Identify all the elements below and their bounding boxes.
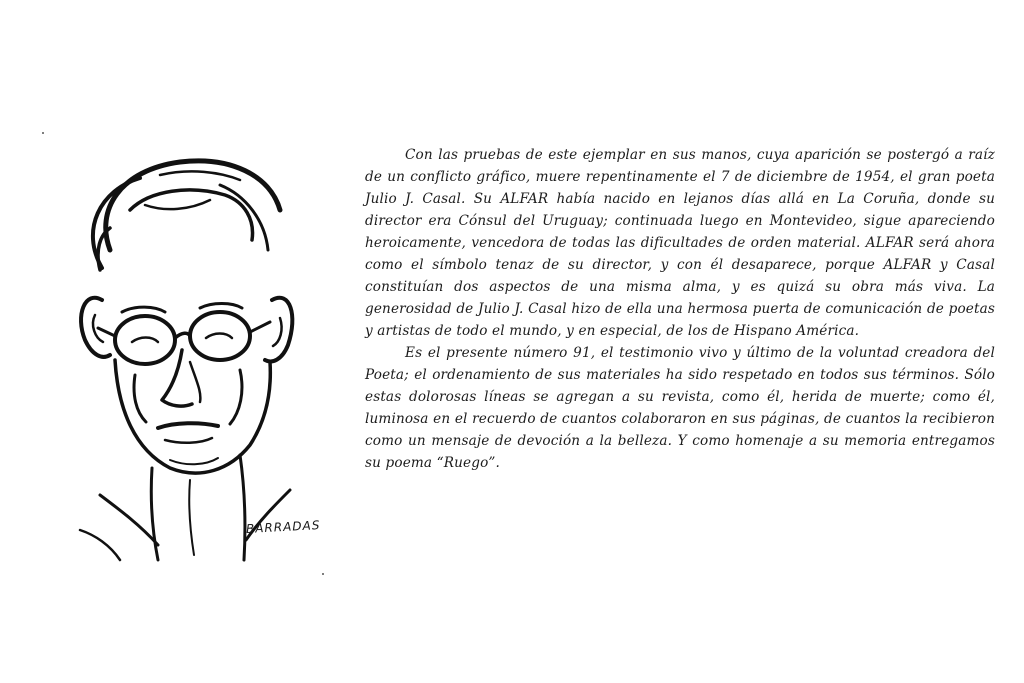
article-body bbox=[365, 144, 995, 474]
article-paragraph: Es el presente número 91, el testimonio vivo y último de la voluntad creadora del Poeta; el ordenamiento de sus materiales ha sido respetado en todos sus términos. Sólo estas dolorosas líneas se agregan a su revista, como él, herida de muerte; como él, luminosa en el recuerdo de cuantos colaboraron en sus páginas, de cuantos la recibieron como un mensaje de devoción a la belleza. Y como homenaje a su memoria entregamos su poema “Ruego”. bbox=[365, 345, 995, 471]
print-speck bbox=[322, 573, 324, 575]
artist-signature: BARRADAS bbox=[245, 518, 321, 536]
portrait-drawing bbox=[40, 150, 340, 570]
portrait-sketch-icon bbox=[40, 150, 340, 570]
print-speck bbox=[42, 132, 44, 134]
article-paragraph: Con las pruebas de este ejemplar en sus manos, cuya aparición se postergó a raíz de un conflicto gráfico, muere repentinamente el 7 de diciembre de 1954, el gran poeta Julio J. Casal. Su ALFAR había nacido en lejanos días allá en La Coruña, donde su director era Cónsul del Uruguay; continuada luego en Montevideo, sigue apareciendo heroicamente, vencedora de todas las dificultades de orden material. ALFAR será ahora como el símbolo tenaz de su director, y con él desaparece, porque ALFAR y Casal constituían dos aspectos de una misma alma, y es quizá su obra más viva. La generosidad de Julio J. Casal hizo de ella una hermosa puerta de comunicación de poetas y artistas de todo el mundo, y en especial, de los de Hispano América. bbox=[365, 147, 995, 339]
